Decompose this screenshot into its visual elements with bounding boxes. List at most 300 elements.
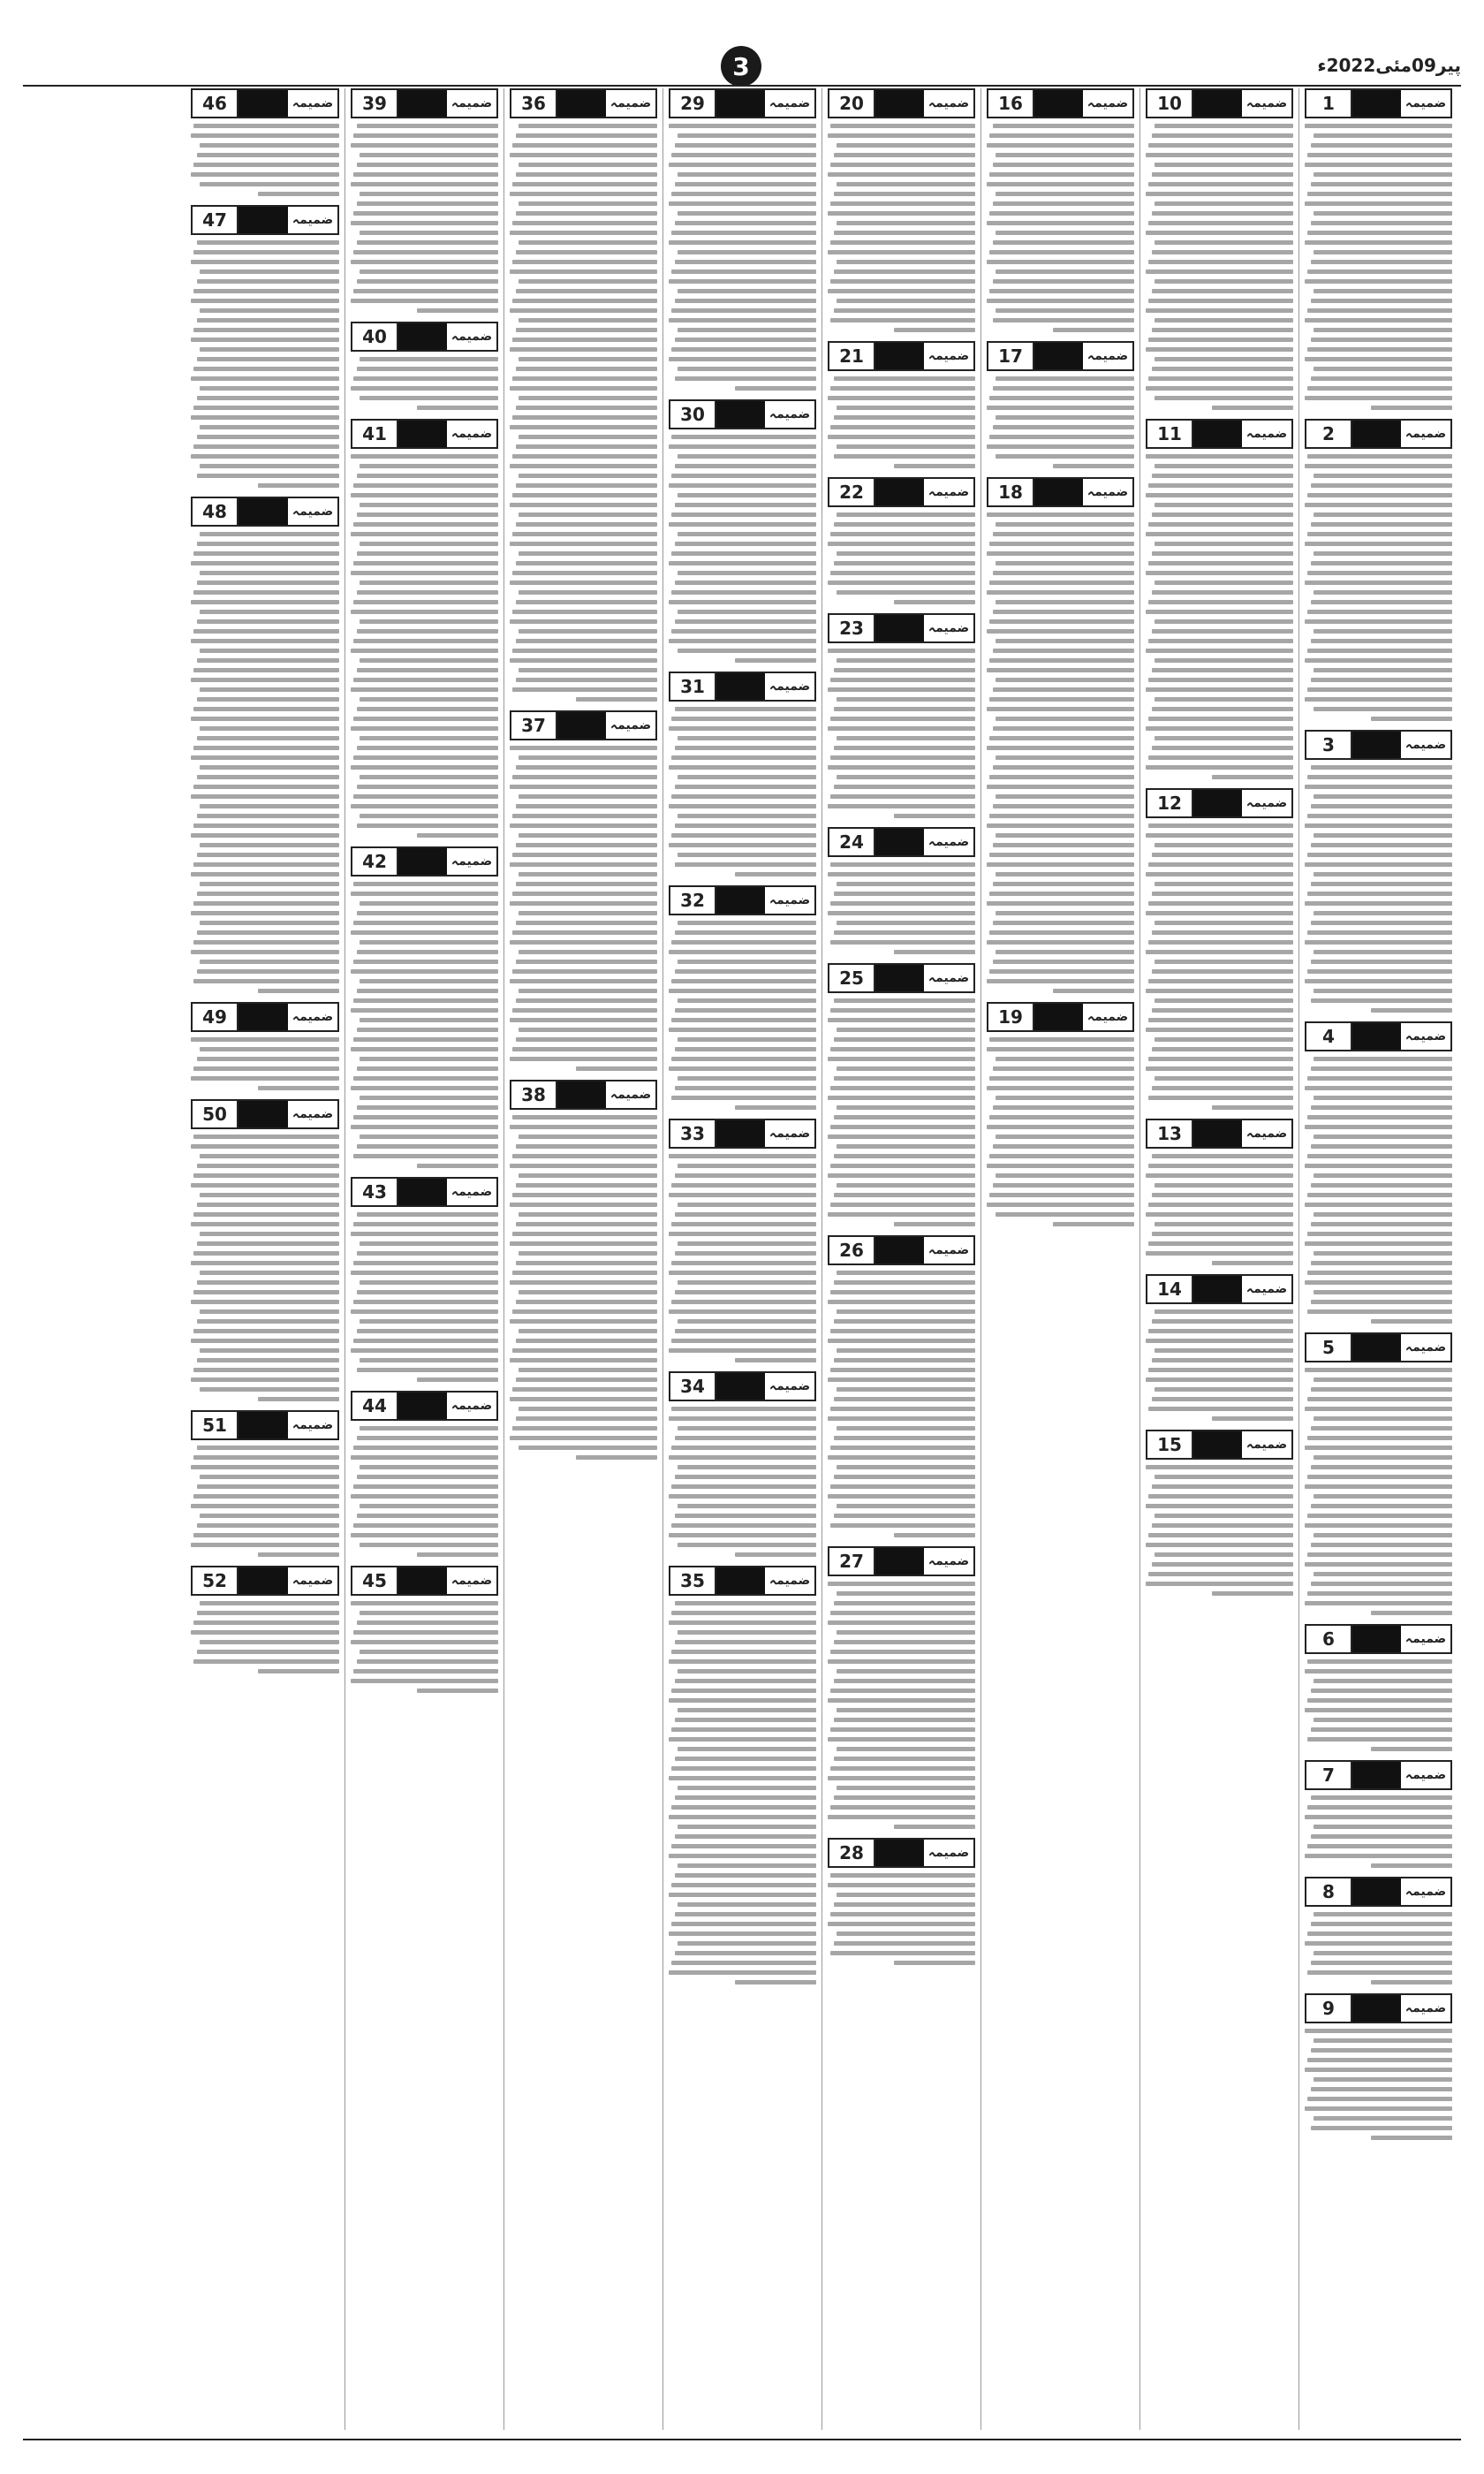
text-line [837, 775, 975, 779]
text-line [191, 1377, 339, 1382]
item [510, 88, 657, 702]
text-line [1311, 1961, 1452, 1965]
item-header-bar [875, 1548, 924, 1575]
text-line [669, 1193, 816, 1197]
text-line [512, 260, 657, 264]
text-line [675, 785, 816, 789]
text-line [1311, 1689, 1452, 1693]
text-line [351, 221, 498, 225]
text-line [193, 629, 339, 634]
text-line [830, 1203, 975, 1207]
item-header-bar [1352, 1995, 1401, 2022]
text-line [1148, 600, 1293, 604]
text-line [360, 192, 498, 196]
text-line [1305, 1601, 1452, 1605]
text-line [200, 1309, 339, 1314]
text-line [357, 746, 498, 750]
text-line [512, 454, 657, 459]
text-line [1155, 843, 1293, 847]
text-line [669, 1620, 816, 1625]
text-line [675, 862, 816, 867]
item-header-bar [1352, 1762, 1401, 1788]
text-line [357, 1144, 498, 1149]
text-line [669, 561, 816, 565]
text-line [1152, 969, 1293, 974]
item [828, 341, 975, 468]
text-line [1311, 1795, 1452, 1800]
item [351, 1177, 498, 1382]
item [351, 419, 498, 838]
text-line [1146, 726, 1293, 731]
text-line [519, 833, 657, 838]
item-number: 31 [670, 673, 716, 700]
text-line [258, 1552, 339, 1557]
text-line [678, 1203, 816, 1207]
text-block [1146, 823, 1293, 1110]
item [828, 963, 975, 1226]
text-line [669, 444, 816, 449]
text-line [191, 338, 339, 342]
text-line [830, 1047, 975, 1051]
item [828, 613, 975, 818]
text-line [671, 1883, 816, 1887]
item-number: 13 [1147, 1120, 1193, 1147]
text-line [193, 367, 339, 371]
text-line [989, 1115, 1134, 1119]
item-header [1146, 419, 1293, 449]
text-line [357, 1514, 498, 1518]
text-line [828, 1096, 975, 1100]
item-label: ضمیمہ [768, 1127, 811, 1141]
item-number: 44 [352, 1393, 398, 1419]
text-line [678, 921, 816, 925]
item-label: ضمیمہ [928, 621, 970, 635]
text-line [996, 639, 1134, 643]
text-line [258, 192, 339, 196]
text-line [834, 998, 975, 1003]
text-block [1305, 1057, 1452, 1324]
text-line [669, 843, 816, 847]
item-header [828, 613, 975, 643]
text-line [993, 386, 1134, 391]
text-block [1305, 2029, 1452, 2140]
text-line [1311, 1504, 1452, 1508]
text-line [197, 1358, 339, 1362]
text-line [1053, 464, 1134, 468]
text-line [834, 1679, 975, 1683]
text-line [828, 1416, 975, 1421]
item-header [828, 1546, 975, 1576]
text-line [671, 1261, 816, 1265]
text-line [1305, 901, 1452, 906]
item-number: 24 [829, 829, 875, 855]
text-line [351, 532, 498, 536]
text-line [1146, 153, 1293, 157]
item [191, 1099, 339, 1401]
text-line [516, 172, 657, 177]
text-line [1305, 240, 1452, 245]
text-line [353, 600, 498, 604]
text-line [1148, 823, 1293, 828]
text-line [512, 415, 657, 420]
text-line [834, 1154, 975, 1158]
text-line [678, 172, 816, 177]
text-line [193, 668, 339, 672]
text-line [671, 551, 816, 556]
text-line [1152, 668, 1293, 672]
text-line [512, 649, 657, 653]
text-line [576, 1455, 657, 1460]
text-line [191, 376, 339, 381]
text-line [834, 1718, 975, 1722]
text-line [417, 1552, 498, 1557]
text-line [516, 1377, 657, 1382]
text-line [1305, 1669, 1452, 1673]
text-line [834, 1358, 975, 1362]
text-line [191, 1076, 339, 1081]
text-line [519, 551, 657, 556]
text-line [353, 755, 498, 760]
text-line [191, 794, 339, 799]
item-number: 26 [829, 1237, 875, 1264]
item-header [669, 88, 816, 118]
item-header [1305, 88, 1452, 118]
item-header [828, 1838, 975, 1868]
text-line [510, 464, 657, 468]
item-header-bar [716, 1120, 765, 1147]
text-line [830, 1689, 975, 1693]
item-header-bar [238, 498, 288, 525]
text-line [516, 328, 657, 332]
text-line [671, 1727, 816, 1732]
text-line [193, 1494, 339, 1499]
text-line [830, 1329, 975, 1333]
text-line [1155, 1076, 1293, 1081]
text-line [894, 1533, 975, 1537]
page-number: 3 [721, 46, 761, 87]
item-header-bar [875, 1840, 924, 1866]
text-line [357, 1436, 498, 1440]
text-line [669, 1348, 816, 1353]
text-line [357, 163, 498, 167]
text-line [989, 619, 1134, 624]
text-line [516, 1222, 657, 1226]
text-line [678, 367, 816, 371]
text-line [353, 483, 498, 488]
item-label: ضمیمہ [450, 854, 493, 869]
text-line [200, 308, 339, 313]
item-label: ضمیمہ [1404, 1029, 1447, 1043]
text-line [828, 1698, 975, 1703]
text-line [1311, 1465, 1452, 1469]
text-line [675, 221, 816, 225]
item [191, 1002, 339, 1090]
text-line [516, 921, 657, 925]
text-line [996, 153, 1134, 157]
text-line [996, 269, 1134, 274]
text-line [1314, 833, 1452, 838]
text-line [675, 1601, 816, 1605]
text-line [519, 474, 657, 478]
text-line [197, 853, 339, 857]
text-line [675, 1212, 816, 1217]
text-block [1146, 124, 1293, 410]
text-line [1146, 1173, 1293, 1178]
text-line [197, 1280, 339, 1285]
text-line [837, 143, 975, 148]
item [669, 1566, 816, 1985]
text-line [671, 192, 816, 196]
item-header [669, 885, 816, 915]
text-block [828, 124, 975, 332]
text-line [1152, 1232, 1293, 1236]
text-line [1155, 619, 1293, 624]
text-line [191, 172, 339, 177]
text-line [191, 1504, 339, 1508]
text-line [197, 581, 339, 585]
text-line [678, 814, 816, 818]
text-line [191, 872, 339, 877]
text-line [834, 1193, 975, 1197]
text-line [519, 590, 657, 595]
text-line [1152, 1319, 1293, 1324]
text-line [987, 862, 1134, 867]
text-line [1307, 1805, 1452, 1810]
text-line [1152, 629, 1293, 634]
item-number: 1 [1306, 90, 1352, 117]
text-line [830, 163, 975, 167]
text-line [1148, 260, 1293, 264]
text-line [1307, 2097, 1452, 2101]
text-line [830, 1912, 975, 1916]
item-header [191, 1002, 339, 1032]
text-line [1314, 2077, 1452, 2082]
text-block [828, 1873, 975, 1965]
text-line [351, 1309, 498, 1314]
text-line [353, 1154, 498, 1158]
text-line [351, 1047, 498, 1051]
text-line [353, 211, 498, 216]
text-line [191, 833, 339, 838]
text-line [519, 1173, 657, 1178]
item-header-bar [875, 965, 924, 991]
item-header [191, 88, 339, 118]
text-line [675, 969, 816, 974]
item-number: 51 [193, 1412, 238, 1438]
text-line [1305, 163, 1452, 167]
item-number: 29 [670, 90, 716, 117]
text-line [357, 1066, 498, 1071]
text-line [200, 532, 339, 536]
text-line [1311, 1543, 1452, 1547]
text-line [1146, 1465, 1293, 1469]
text-line [834, 454, 975, 459]
text-line [516, 561, 657, 565]
text-line [837, 1591, 975, 1596]
text-line [830, 124, 975, 128]
item-number: 50 [193, 1101, 238, 1127]
item-header-bar [557, 1081, 606, 1108]
text-line [675, 581, 816, 585]
text-line [519, 872, 657, 877]
text-line [735, 1358, 816, 1362]
text-line [989, 289, 1134, 293]
item-header [1305, 1877, 1452, 1907]
item-header [351, 322, 498, 352]
item-header-bar [1034, 90, 1083, 117]
text-line [1314, 1825, 1452, 1829]
text-line [1307, 1552, 1452, 1557]
text-line [669, 1815, 816, 1819]
text-line [1155, 318, 1293, 323]
item-number: 52 [193, 1567, 238, 1594]
text-line [1314, 1173, 1452, 1178]
text-line [519, 124, 657, 128]
text-line [510, 785, 657, 789]
text-line [830, 386, 975, 391]
text-line [516, 211, 657, 216]
text-line [834, 1280, 975, 1285]
text-line [828, 250, 975, 254]
text-line [519, 512, 657, 517]
item-header-bar [1352, 1023, 1401, 1050]
item-header [1305, 1993, 1452, 2023]
text-line [200, 1601, 339, 1605]
text-line [987, 629, 1134, 634]
item-label: ضمیمہ [610, 718, 652, 732]
text-line [1148, 1241, 1293, 1246]
text-line [669, 1659, 816, 1664]
item-header [1146, 88, 1293, 118]
item-number: 34 [670, 1373, 716, 1400]
text-line [191, 755, 339, 760]
text-line [1146, 532, 1293, 536]
text-line [200, 1193, 339, 1197]
column [504, 88, 662, 2430]
text-line [1148, 483, 1293, 488]
text-line [519, 1135, 657, 1139]
text-line [357, 279, 498, 284]
text-line [197, 474, 339, 478]
text-block [1146, 454, 1293, 779]
item [510, 710, 657, 1071]
text-line [1305, 1241, 1452, 1246]
text-line [828, 1737, 975, 1742]
text-line [351, 1601, 498, 1605]
item-header-bar [238, 207, 288, 233]
text-line [510, 1319, 657, 1324]
text-line [1311, 1834, 1452, 1839]
text-line [1148, 1057, 1293, 1061]
text-line [516, 1037, 657, 1042]
text-line [675, 746, 816, 750]
text-line [837, 1066, 975, 1071]
text-line [510, 823, 657, 828]
item [191, 1566, 339, 1673]
item-header [828, 88, 975, 118]
item-header-bar [716, 90, 765, 117]
item [1305, 1332, 1452, 1615]
text-line [512, 1154, 657, 1158]
item-number: 32 [670, 887, 716, 914]
text-line [675, 1951, 816, 1955]
item-label: ضمیمہ [1246, 427, 1288, 441]
text-line [993, 649, 1134, 653]
text-line [1314, 2116, 1452, 2121]
item [1305, 1021, 1452, 1324]
item-number: 46 [193, 90, 238, 117]
text-line [516, 1300, 657, 1304]
text-line [510, 979, 657, 983]
text-line [512, 1348, 657, 1353]
text-line [669, 765, 816, 770]
text-line [200, 649, 339, 653]
text-line [353, 1037, 498, 1042]
item [1305, 419, 1452, 721]
text-line [837, 1426, 975, 1431]
item [1146, 788, 1293, 1110]
text-line [197, 1057, 339, 1061]
item-number: 15 [1147, 1431, 1193, 1458]
text-line [993, 318, 1134, 323]
item-label: ضمیمہ [928, 971, 970, 985]
text-line [197, 279, 339, 284]
text-line [519, 1212, 657, 1217]
text-line [834, 415, 975, 420]
text-block [828, 998, 975, 1226]
text-line [1311, 1183, 1452, 1188]
text-line [191, 639, 339, 643]
text-line [1305, 396, 1452, 400]
text-line [1314, 1572, 1452, 1576]
text-line [1152, 1358, 1293, 1362]
text-line [1146, 493, 1293, 497]
text-line [200, 1047, 339, 1051]
text-line [675, 1834, 816, 1839]
text-line [993, 1183, 1134, 1188]
text-line [1314, 950, 1452, 954]
text-line [669, 124, 816, 128]
text-line [353, 1339, 498, 1343]
text-line [197, 318, 339, 323]
text-line [834, 1076, 975, 1081]
item-label: ضمیمہ [928, 96, 970, 110]
text-line [987, 182, 1134, 186]
text-line [669, 1416, 816, 1421]
text-line [360, 1241, 498, 1246]
text-line [351, 454, 498, 459]
text-line [996, 192, 1134, 196]
text-line [830, 1290, 975, 1294]
text-line [200, 182, 339, 186]
item-header-bar [1193, 1276, 1242, 1302]
text-line [191, 1339, 339, 1343]
text-line [516, 1339, 657, 1343]
text-line [675, 1173, 816, 1178]
text-line [837, 1931, 975, 1936]
item-label: ضمیمہ [1404, 1885, 1447, 1899]
text-line [834, 1397, 975, 1401]
item [1146, 419, 1293, 779]
item-label: ضمیمہ [928, 1243, 970, 1257]
text-line [671, 512, 816, 517]
text-line [830, 1446, 975, 1450]
text-line [993, 425, 1134, 429]
text-line [193, 1173, 339, 1178]
text-line [989, 211, 1134, 216]
item-number: 30 [670, 401, 716, 428]
text-line [830, 1407, 975, 1411]
